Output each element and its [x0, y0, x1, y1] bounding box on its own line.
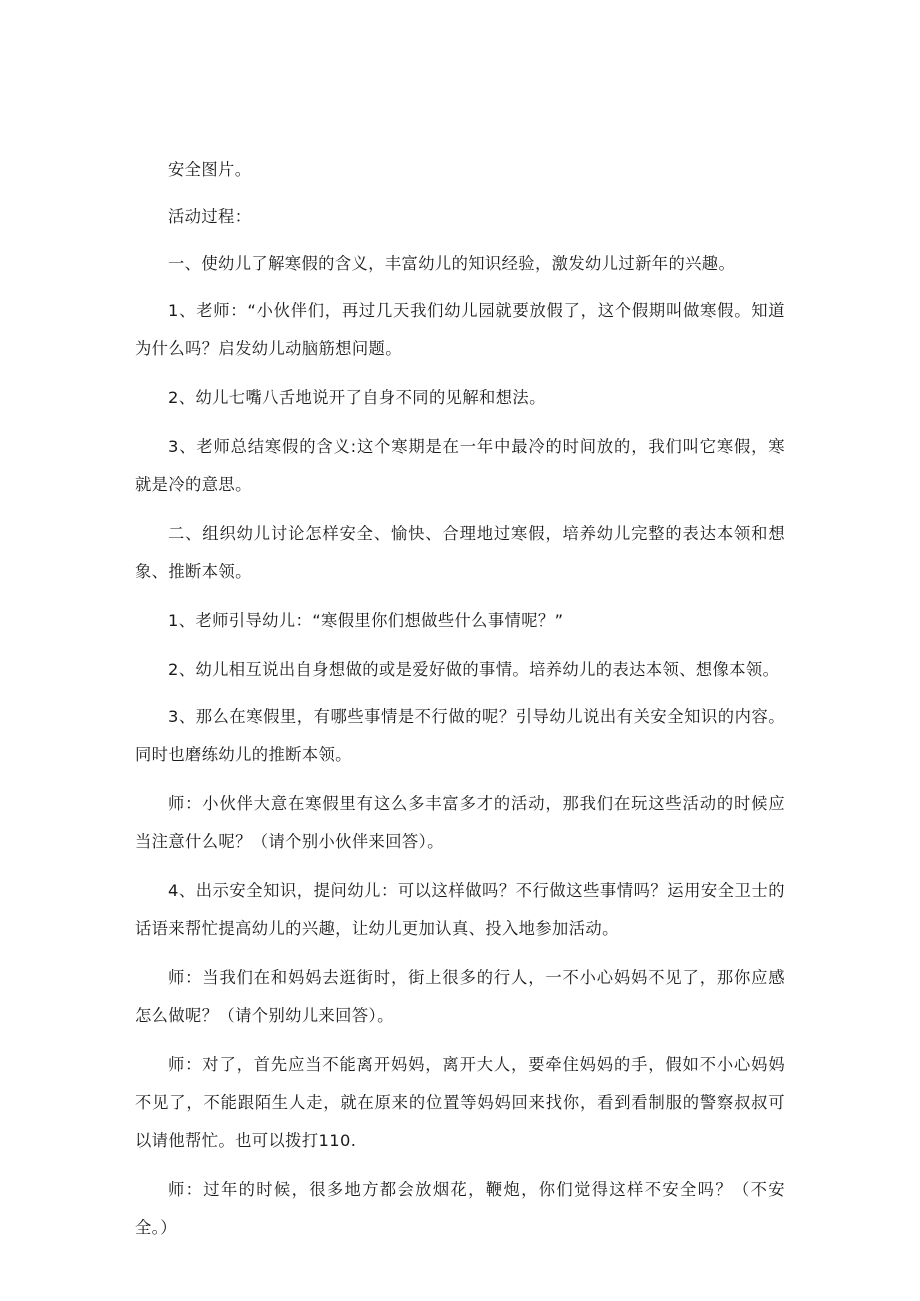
paragraph-section-two: 二、组织幼儿讨论怎样安全、愉快、合理地过寒假，培养幼儿完整的表达本领和想象、推断本领。 — [135, 524, 785, 581]
paragraph-teacher-1: 师：小伙伴大意在寒假里有这么多丰富多才的活动，那我们在玩这些活动的时候应当注意什么呢？（请个别小伙伴来回答）。 — [135, 794, 785, 851]
paragraph-item-3: 3、老师总结寒假的含义:这个寒期是在一年中最冷的时间放的，我们叫它寒假，寒就是冷的意思。 — [135, 437, 785, 494]
paragraph-teacher-2: 师：当我们在和妈妈去逛街时，街上很多的行人，一不小心妈妈不见了，那你应感怎么做呢？（请个别幼儿来回答）。 — [135, 968, 785, 1025]
paragraph-item-2: 2、幼儿七嘴八舌地说开了自身不同的见解和想法。 — [168, 388, 546, 407]
paragraph-item-1: 1、老师：“小伙伴们，再过几天我们幼儿园就要放假了，这个假期叫做寒假。知道为什么吗？启发幼儿动脑筋想问题。 — [135, 301, 785, 358]
document-body — [135, 151, 785, 1247]
paragraph-section-one: 一、使幼儿了解寒假的含义，丰富幼儿的知识经验，激发幼儿过新年的兴趣。 — [168, 254, 736, 273]
paragraph-process-heading: 活动过程： — [168, 207, 252, 226]
paragraph-materials-end: 安全图片。 — [168, 160, 252, 179]
paragraph-item-2-4: 4、出示安全知识，提问幼儿：可以这样做吗？不行做这些事情吗？运用安全卫士的话语来帮忙提高幼儿的兴趣，让幼儿更加认真、投入地参加活动。 — [135, 881, 785, 938]
paragraph-item-2-3: 3、那么在寒假里，有哪些事情是不行做的呢？引导幼儿说出有关安全知识的内容。同时也磨练幼儿的推断本领。 — [135, 707, 785, 764]
paragraph-item-2-1: 1、老师引导幼儿：“寒假里你们想做些什么事情呢？” — [168, 611, 564, 630]
paragraph-teacher-4: 师：过年的时候，很多地方都会放烟花，鞭炮，你们觉得这样不安全吗？（不安全。） — [135, 1180, 785, 1237]
paragraph-teacher-3: 师：对了，首先应当不能离开妈妈，离开大人，要牵住妈妈的手，假如不小心妈妈不见了，不能跟陌生人走，就在原来的位置等妈妈回来找你，看到看制服的警察叔叔可以请他帮忙。也可以拨打110. — [135, 1055, 785, 1150]
paragraph-item-2-2: 2、幼儿相互说出自身想做的或是爱好做的事情。培养幼儿的表达本领、想像本领。 — [168, 660, 780, 679]
